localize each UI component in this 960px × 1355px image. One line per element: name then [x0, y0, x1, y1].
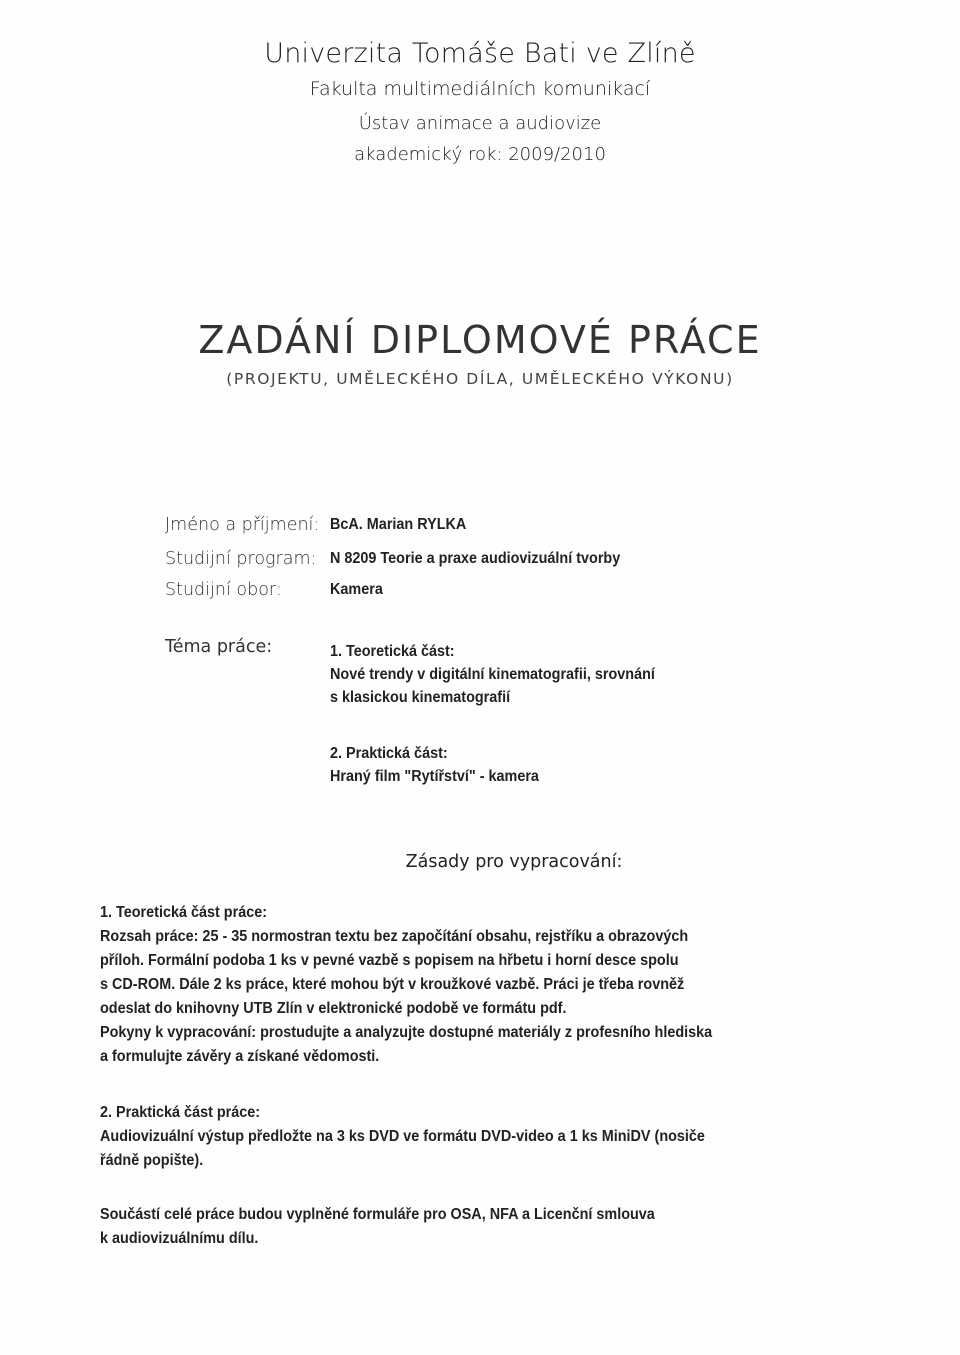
- name-label: Jméno a příjmení:: [165, 515, 320, 535]
- principles-heading: Zásady pro vypracování:: [405, 852, 623, 872]
- faculty-name: Fakulta multimediálních komunikací: [309, 78, 651, 100]
- practice-line: řádně popište).: [100, 1152, 204, 1169]
- practice-line: Audiovizuální výstup předložte na 3 ks DVD ve formátu DVD-video a 1 ks MiniDV (nosiče: [100, 1128, 705, 1145]
- theory-line: a formulujte závěry a získané vědomosti.: [100, 1048, 380, 1065]
- field-label: Studijní obor:: [165, 580, 282, 600]
- topic-part2-line1: Hraný film "Rytířství" - kamera: [330, 768, 539, 785]
- academic-year: akademický rok: 2009/2010: [354, 144, 606, 165]
- page-subtitle: (PROJEKTU, UMĚLECKÉHO DÍLA, UMĚLECKÉHO VÝKONU): [226, 370, 734, 388]
- theory-line: Pokyny k vypracování: prostudujte a analyzujte dostupné materiály z profesního hlediska: [100, 1024, 713, 1041]
- topic-part1: [330, 640, 655, 709]
- program-value: N 8209 Teorie a praxe audiovizuální tvorby: [330, 550, 621, 567]
- closing-section: [100, 1203, 920, 1251]
- page-title: ZADÁNÍ DIPLOMOVÉ PRÁCE: [198, 318, 762, 362]
- closing-line: k audiovizuálnímu dílu.: [100, 1230, 259, 1247]
- field-value: Kamera: [330, 581, 383, 598]
- name-value: BcA. Marian RYLKA: [330, 516, 467, 533]
- closing-line: Součástí celé práce budou vyplněné formuláře pro OSA, NFA a Licenční smlouva: [100, 1206, 655, 1223]
- practice-heading: 2. Praktická část práce:: [100, 1104, 261, 1121]
- theory-line: příloh. Formální podoba 1 ks v pevné vazbě s popisem na hřbetu i horní desce spolu: [100, 952, 679, 969]
- topic-part1-heading: 1. Teoretická část:: [330, 643, 455, 660]
- theory-line: Rozsah práce: 25 - 35 normostran textu bez započítání obsahu, rejstříku a obrazových: [100, 928, 689, 945]
- topic-part2: [330, 742, 539, 788]
- institute-name: Ústav animace a audiovize: [358, 113, 602, 134]
- topic-part1-line2: s klasickou kinematografií: [330, 689, 511, 706]
- university-name: Univerzita Tomáše Bati ve Zlíně: [264, 38, 696, 69]
- theory-heading: 1. Teoretická část práce:: [100, 904, 268, 921]
- theory-section: [100, 901, 920, 1069]
- topic-part2-heading: 2. Praktická část:: [330, 745, 448, 762]
- program-label: Studijní program:: [165, 549, 317, 569]
- theory-line: odeslat do knihovny UTB Zlín v elektronické podobě ve formátu pdf.: [100, 1000, 567, 1017]
- topic-part1-line1: Nové trendy v digitální kinematografii, srovnání: [330, 666, 655, 683]
- practice-section: [100, 1101, 920, 1173]
- theory-line: s CD-ROM. Dále 2 ks práce, které mohou být v kroužkové vazbě. Práci je třeba rovněž: [100, 976, 685, 993]
- topic-label: Téma práce:: [165, 637, 273, 657]
